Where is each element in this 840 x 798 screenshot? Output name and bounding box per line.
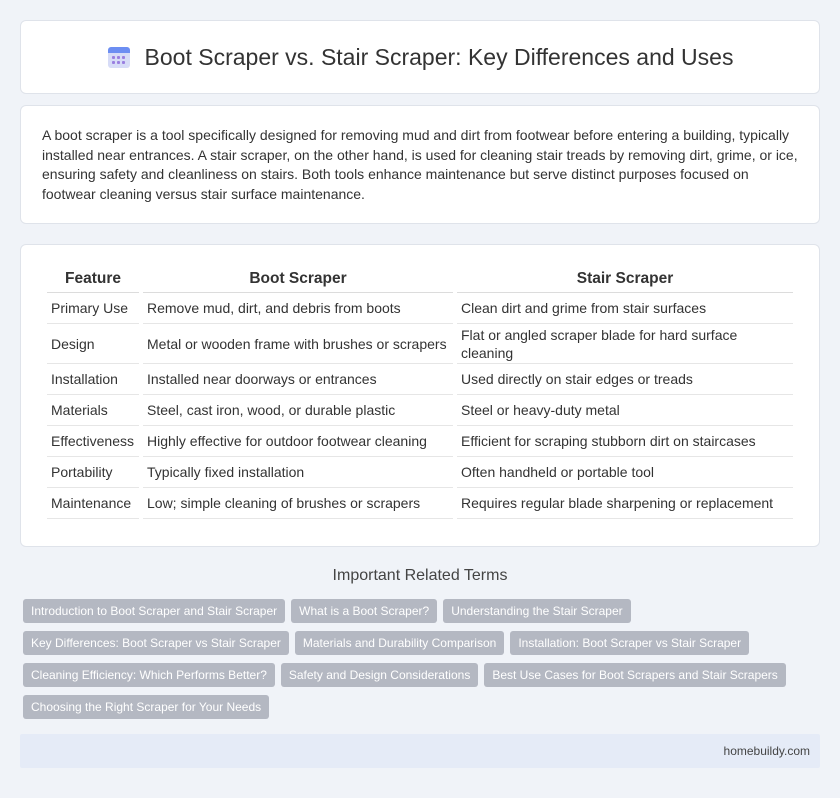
row-stair-value: Used directly on stair edges or treads [457, 364, 793, 395]
related-terms-heading: Important Related Terms [332, 567, 508, 584]
related-term-tag[interactable]: Introduction to Boot Scraper and Stair Scraper [23, 599, 285, 623]
row-boot-value: Steel, cast iron, wood, or durable plastic [143, 395, 453, 426]
row-feature: Primary Use [47, 293, 139, 324]
row-boot-value: Remove mud, dirt, and debris from boots [143, 293, 453, 324]
footer [20, 734, 820, 768]
related-term-tag[interactable]: Best Use Cases for Boot Scrapers and Stair Scrapers [484, 663, 785, 687]
row-feature: Maintenance [47, 488, 139, 519]
table-row [47, 488, 793, 519]
intro-paragraph: A boot scraper is a tool specifically designed for removing mud and dirt from footwear before entering a building, typically installed near entrances. A stair scraper, on the other hand, is used for cleaning stair treads by removing dirt, grime, or ice, ensuring safety and cleanliness on stairs. Both tools enhance maintenance but serve distinct purposes focused on footwear cleaning versus stair surface maintenance. [42, 127, 798, 202]
related-term-tag[interactable]: What is a Boot Scraper? [291, 599, 437, 623]
related-terms-list [23, 599, 813, 719]
related-term-tag[interactable]: Safety and Design Considerations [281, 663, 478, 687]
row-feature: Portability [47, 457, 139, 488]
intro-card [20, 105, 820, 224]
row-boot-value: Metal or wooden frame with brushes or scrapers [143, 324, 453, 364]
row-stair-value: Efficient for scraping stubborn dirt on staircases [457, 426, 793, 457]
row-feature: Design [47, 324, 139, 364]
row-feature: Installation [47, 364, 139, 395]
related-term-tag[interactable]: Understanding the Stair Scraper [443, 599, 630, 623]
row-stair-value: Requires regular blade sharpening or replacement [457, 488, 793, 519]
page-title: Boot Scraper vs. Stair Scraper: Key Differences and Uses [144, 43, 734, 70]
header-stair-scraper: Stair Scraper [457, 265, 793, 293]
title-card [20, 20, 820, 94]
related-term-tag[interactable]: Cleaning Efficiency: Which Performs Better? [23, 663, 275, 687]
row-boot-value: Typically fixed installation [143, 457, 453, 488]
row-stair-value: Flat or angled scraper blade for hard surface cleaning [457, 324, 793, 364]
table-row [47, 426, 793, 457]
row-stair-value: Often handheld or portable tool [457, 457, 793, 488]
row-boot-value: Low; simple cleaning of brushes or scrapers [143, 488, 453, 519]
table-row [47, 457, 793, 488]
row-boot-value: Installed near doorways or entrances [143, 364, 453, 395]
comparison-table [43, 265, 797, 519]
related-term-tag[interactable]: Installation: Boot Scraper vs Stair Scraper [510, 631, 749, 655]
table-row [47, 293, 793, 324]
table-row [47, 364, 793, 395]
header-boot-scraper: Boot Scraper [143, 265, 453, 293]
row-stair-value: Steel or heavy-duty metal [457, 395, 793, 426]
comparison-table-card [20, 244, 820, 547]
related-term-tag[interactable]: Choosing the Right Scraper for Your Needs [23, 695, 269, 719]
row-feature: Effectiveness [47, 426, 139, 457]
row-stair-value: Clean dirt and grime from stair surfaces [457, 293, 793, 324]
related-term-tag[interactable]: Materials and Durability Comparison [295, 631, 504, 655]
row-feature: Materials [47, 395, 139, 426]
row-boot-value: Highly effective for outdoor footwear cleaning [143, 426, 453, 457]
table-row [47, 395, 793, 426]
table-row [47, 324, 793, 364]
calendar-icon [107, 45, 131, 69]
table-header-row [47, 265, 793, 293]
footer-site-link[interactable]: homebuildy.com [723, 744, 810, 758]
header-feature: Feature [47, 265, 139, 293]
related-term-tag[interactable]: Key Differences: Boot Scraper vs Stair Scraper [23, 631, 289, 655]
